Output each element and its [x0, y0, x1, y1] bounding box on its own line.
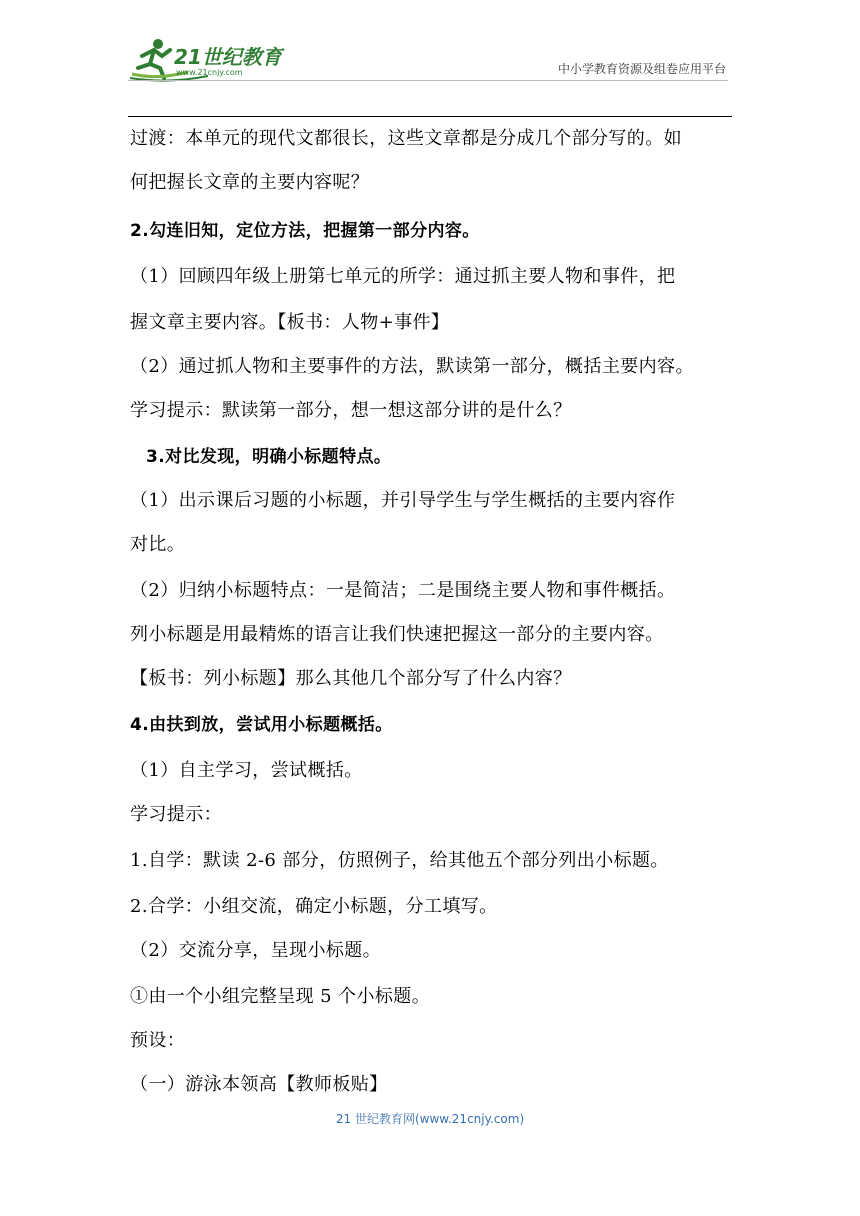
body-text-line: 何把握长文章的主要内容呢？ — [130, 172, 370, 193]
body-text-line: （2）通过抓人物和主要事件的方法，默读第一部分，概括主要内容。 — [130, 356, 694, 377]
body-text-line: 2.合学：小组交流，确定小标题，分工填写。 — [130, 896, 498, 917]
body-text-line: 列小标题是用最精炼的语言让我们快速把握这一部分的主要内容。 — [130, 624, 664, 645]
body-text-line: 握文章主要内容。【板书：人物+事件】 — [130, 312, 450, 333]
header-divider-thin — [128, 80, 728, 81]
body-text-line: 过渡：本单元的现代文都很长，这些文章都是分成几个部分写的。如 — [130, 128, 682, 149]
body-text-line: 学习提示： — [130, 804, 222, 825]
body-text-line: （1）出示课后习题的小标题，并引导学生与学生概括的主要内容作 — [130, 490, 676, 511]
body-text-line: 【板书：列小标题】那么其他几个部分写了什么内容？ — [130, 668, 572, 689]
logo-url-text: www.21cnjy.com — [176, 68, 243, 77]
runner-logo-icon — [128, 34, 288, 84]
body-text-line: （2）归纳小标题特点：一是简洁；二是围绕主要人物和事件概括。 — [130, 580, 676, 601]
logo-text: 21世纪教育 — [174, 45, 282, 69]
body-text-line: （2）交流分享，呈现小标题。 — [130, 940, 382, 961]
body-text-line: 预设： — [130, 1030, 186, 1051]
footer-link[interactable]: 21 世纪教育网(www.21cnjy.com) — [335, 1112, 525, 1126]
body-text-line: 学习提示：默读第一部分，想一想这部分讲的是什么？ — [130, 400, 572, 421]
header-platform-text: 中小学教育资源及组卷应用平台 — [557, 62, 726, 76]
section-heading: 4.由扶到放，尝试用小标题概括。 — [130, 715, 393, 735]
body-text-line: 对比。 — [130, 534, 186, 555]
body-text-line: （1）自主学习，尝试概括。 — [130, 760, 363, 781]
body-text-line: （一）游泳本领高【教师板贴】 — [130, 1074, 388, 1095]
page-header — [0, 0, 860, 120]
site-logo[interactable] — [128, 34, 288, 84]
section-heading: 3.对比发现，明确小标题特点。 — [146, 447, 392, 467]
body-text-line: （1）回顾四年级上册第七单元的所学：通过抓主要人物和事件，把 — [130, 266, 676, 287]
body-text-line: ①由一个小组完整呈现 5 个小标题。 — [130, 986, 431, 1007]
section-heading: 2.勾连旧知，定位方法，把握第一部分内容。 — [130, 221, 480, 241]
header-divider — [128, 116, 732, 117]
body-text-line: 1.自学：默读 2-6 部分，仿照例子，给其他五个部分列出小标题。 — [130, 850, 669, 871]
